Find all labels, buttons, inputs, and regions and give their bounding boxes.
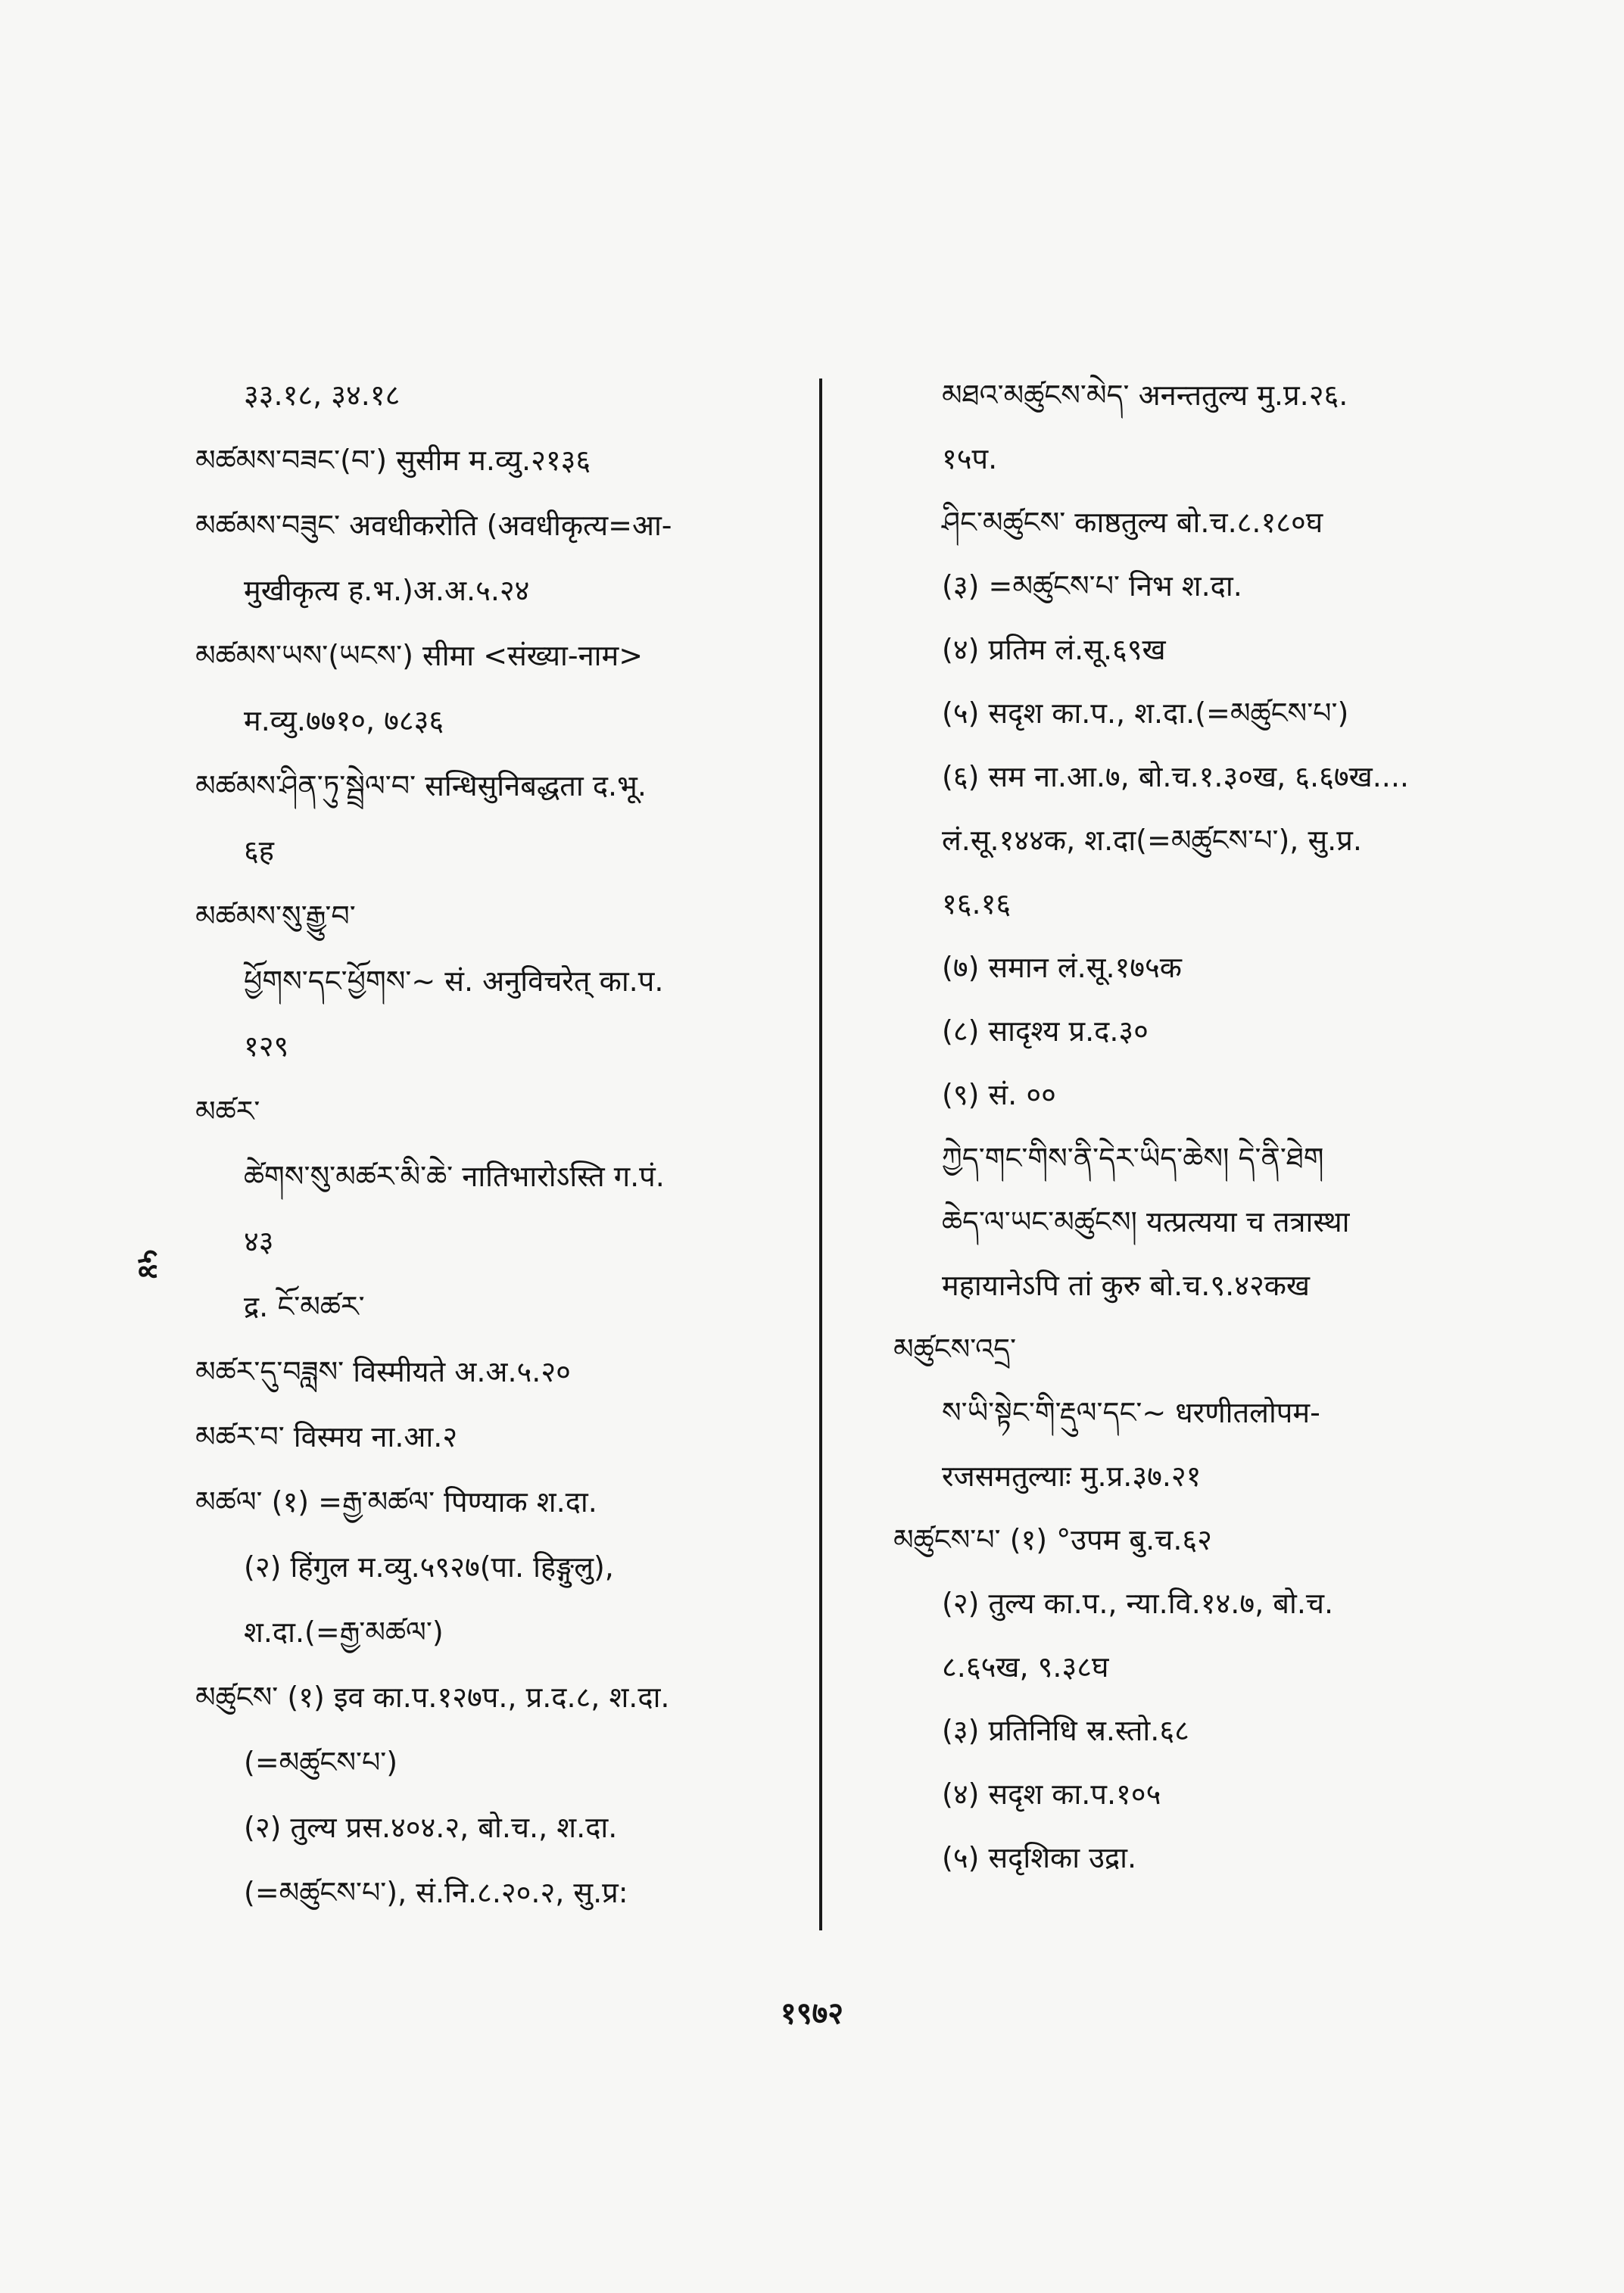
page-number: १९७२ xyxy=(780,1996,844,2031)
entry-line: (६) सम ना.आ.७, बो.च.१.३०ख, ६.६७ख.... xyxy=(942,760,1410,793)
entry-line: མཚུངས་ (१) इव का.प.१२७प., प्र.द.८, श.दा. xyxy=(195,1681,670,1714)
entry-line: (७) समान लं.सू.१७५क xyxy=(942,951,1182,984)
entry-line: མཚར་ xyxy=(195,1095,260,1128)
margin-marker: ५४ xyxy=(132,1249,166,1279)
entry-line: ६ह xyxy=(244,834,274,868)
left-column xyxy=(195,379,801,1941)
entry-line: द्र. ངོ་མཚར་ xyxy=(244,1290,365,1323)
entry-line: ས་ཡི་སྟེང་གི་རྡུལ་དང་~ धरणीतलोपम- xyxy=(942,1396,1320,1429)
right-column xyxy=(893,379,1469,1905)
entry-line: མཚུངས་པ་ (१) °उपम बु.च.६२ xyxy=(893,1523,1212,1556)
entry-line: མཚར་བ་ विस्मय ना.आ.२ xyxy=(195,1420,458,1453)
entry-line: ४३ xyxy=(244,1225,274,1258)
entry-line: (४) प्रतिम लं.सू.६९ख xyxy=(942,633,1166,666)
entry-line: (९) सं. ०० xyxy=(942,1078,1056,1111)
entry-line: ཆེད་ལ་ཡང་མཚུངས། यत्प्रत्यया च तत्रास्था xyxy=(942,1205,1350,1238)
entry-line: (५) सदृश का.प., श.दा.(=མཚུངས་པ་) xyxy=(942,696,1349,730)
entry-line: ཚེགས་སུ་མཚར་མི་ཆེ་ नातिभारोऽस्ति ग.पं. xyxy=(244,1160,665,1193)
column-divider xyxy=(819,379,822,1930)
entry-line: (४) सदृश का.प.१०५ xyxy=(942,1777,1161,1811)
entry-line: མཚལ་ (१) =རྒྱ་མཚལ་ पिण्याक श.दा. xyxy=(195,1485,597,1519)
entry-line: श.दा.(=རྒྱ་མཚལ་) xyxy=(244,1615,444,1649)
entry-line: ཤིང་མཚུངས་ काष्ठतुल्य बो.च.८.१८०घ xyxy=(942,506,1323,539)
entry-line: མཚམས་བཟང་(བ་) सुसीम म.व्यु.२१३६ xyxy=(195,444,591,477)
entry-line: ३३.१८, ३४.१८ xyxy=(244,379,401,412)
entry-line: མཚམས་ཤིན་ཏུ་སྦྲེལ་བ་ सन्धिसुनिबद्धता द.भू. xyxy=(195,769,647,802)
entry-line: म.व्यु.७७१०, ७८३६ xyxy=(244,704,444,737)
entry-line: रजसमतुल्याः मु.प्र.३७.२१ xyxy=(942,1460,1202,1493)
entry-line: མཐའ་མཚུངས་མེད་ अनन्ततुल्य मु.प्र.२६. xyxy=(942,379,1348,412)
entry-line: ८.६५ख, ९.३८घ xyxy=(942,1650,1109,1684)
entry-line: (२) हिंगुल म.व्यु.५९२७(पा. हिङ्गुलु), xyxy=(244,1550,614,1584)
entry-line: मुखीकृत्य ह.भ.)अ.अ.५.२४ xyxy=(244,574,530,607)
entry-line: མཚུངས་འདྲ་ xyxy=(893,1332,1017,1366)
entry-line: १५प. xyxy=(942,442,998,475)
entry-line: १६.१६ xyxy=(942,887,1011,921)
entry-line: (८) सादृश्य प्र.द.३० xyxy=(942,1014,1149,1048)
entry-line: (३) =མཚུངས་པ་ निभ श.दा. xyxy=(942,569,1242,603)
entry-line: ཀྱེད་གང་གིས་ནི་དེར་ཡིད་ཆེས། དེ་ནི་ཐེག xyxy=(942,1142,1324,1175)
entry-line: (२) तुल्य प्रस.४०४.२, बो.च., श.दा. xyxy=(244,1811,618,1844)
entry-line: ཕྱོགས་དང་ཕྱོགས་~ सं. अनुविचरेत् का.प. xyxy=(244,964,664,998)
entry-line: (=མཚུངས་པ་), सं.नि.८.२०.२, सु.प्र: xyxy=(244,1876,628,1909)
entry-line: महायानेऽपि तां कुरु बो.च.९.४२कख xyxy=(942,1269,1310,1302)
entry-line: लं.सू.१४४क, श.दा(=མཚུངས་པ་), सु.प्र. xyxy=(942,824,1362,857)
entry-line: (३) प्रतिनिधि स्र.स्तो.६८ xyxy=(942,1714,1189,1747)
entry-line: མཚམས་ཡས་(ཡངས་) सीमा <संख्या-नाम> xyxy=(195,639,644,672)
entry-line: १२९ xyxy=(244,1030,289,1063)
entry-line: (=མཚུངས་པ་) xyxy=(244,1746,398,1779)
entry-line: མཚར་དུ་བཟླས་ विस्मीयते अ.अ.५.२० xyxy=(195,1355,571,1388)
entry-line: མཚམས་བཟུང་ अवधीकरोति (अवधीकृत्य=आ- xyxy=(195,509,672,542)
entry-line: མཚམས་སུ་རྒྱུ་བ་ xyxy=(195,899,356,933)
entry-line: (२) तुल्य का.प., न्या.वि.१४.७, बो.च. xyxy=(942,1587,1334,1620)
entry-line: (५) सदृशिका उद्रा. xyxy=(942,1841,1137,1874)
